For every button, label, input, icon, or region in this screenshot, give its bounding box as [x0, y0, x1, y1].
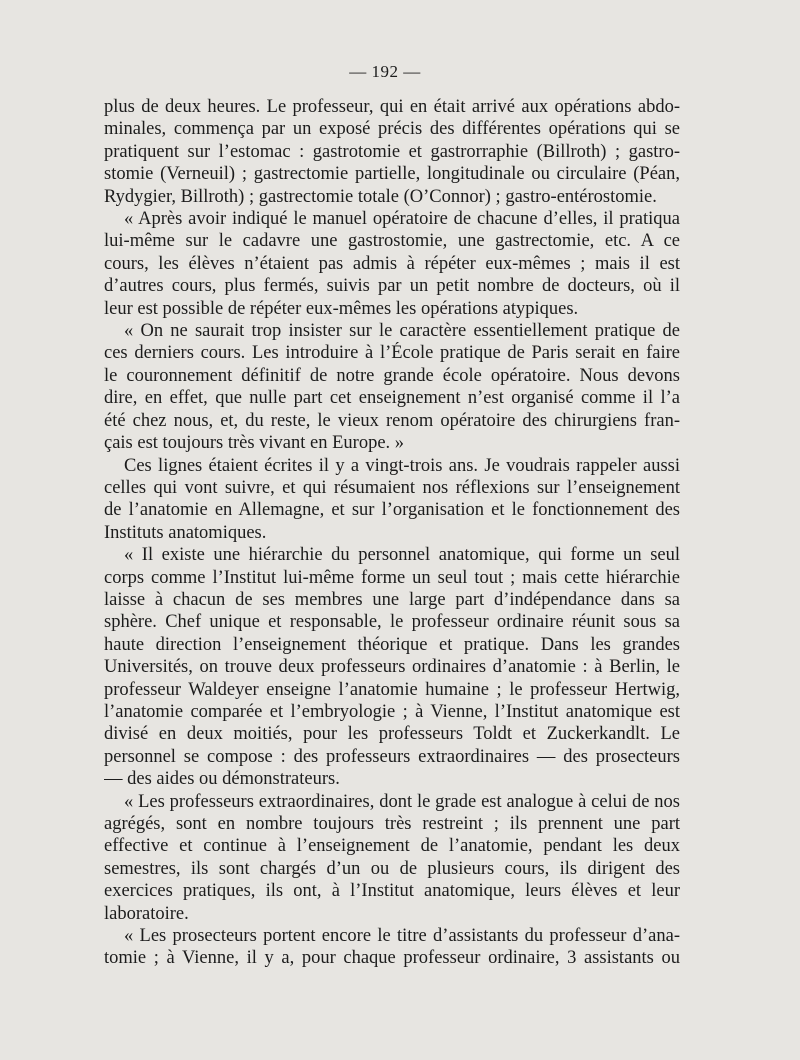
text-line: çais est toujours très vivant en Europe. » [104, 433, 405, 454]
text-line: pratiquent sur l’estomac : gastrotomie et gastrorraphie (Billroth) ; gastro- [104, 141, 680, 162]
text-line: celles qui vont suivre, et qui résumaient nos réflexions sur l’enseignement [104, 477, 680, 498]
text-line: « On ne saurait trop insister sur le caractère essentiellement pratique de [124, 321, 680, 342]
text-line: effective et continue à l’enseignement de l’anatomie, pendant les deux [104, 836, 680, 857]
page-number: — 192 — [349, 62, 421, 81]
text-line: d’autres cours, plus fermés, suivis par un petit nombre de docteurs, où il [104, 276, 680, 297]
paragraph-7 [104, 925, 680, 970]
paragraph-5 [104, 544, 680, 790]
text-line: haute direction l’enseignement théorique et pratique. Dans les grandes [104, 634, 680, 655]
text-line: « Les professeurs extraordinaires, dont le grade est analogue à celui de nos [124, 791, 680, 812]
text-line: Universités, on trouve deux professeurs ordinaires d’anatomie : à Berlin, le [104, 657, 680, 678]
text-line: « Les prosecteurs portent encore le titre d’assistants du professeur d’ana- [124, 926, 680, 947]
paragraph-1 [104, 96, 680, 208]
text-line: — des aides ou démonstrateurs. [104, 769, 340, 790]
text-line: laisse à chacun de ses membres une large part d’indépendance dans sa [104, 589, 680, 610]
body-text [104, 96, 680, 970]
text-line: cours, les élèves n’étaient pas admis à répéter eux-mêmes ; mais il est [104, 253, 680, 274]
paragraph-6 [104, 791, 680, 925]
text-line: été chez nous, et, du reste, le vieux renom opératoire des chirurgiens fran- [104, 410, 680, 431]
text-line: Ces lignes étaient écrites il y a vingt-trois ans. Je voudrais rappeler aussi [124, 455, 680, 476]
text-line: de l’anatomie en Allemagne, et sur l’organisation et le fonctionnement des [104, 500, 680, 521]
text-line: l’anatomie comparée et l’embryologie ; à Vienne, l’Institut anatomique est [104, 701, 680, 722]
text-line: ces derniers cours. Les introduire à l’École pratique de Paris serait en faire [104, 343, 680, 364]
paragraph-2 [104, 208, 680, 320]
text-line: professeur Waldeyer enseigne l’anatomie humaine ; le professeur Hertwig, [104, 679, 680, 700]
text-line: semestres, ils sont chargés d’un ou de plusieurs cours, ils dirigent des [104, 858, 680, 879]
text-line: stomie (Verneuil) ; gastrectomie partielle, longitudinale ou circulaire (Péan, [104, 164, 680, 185]
text-line: agrégés, sont en nombre toujours très restreint ; ils prennent une part [104, 814, 680, 834]
text-line: leur est possible de répéter eux-mêmes les opérations atypiques. [104, 298, 579, 319]
text-line: sphère. Chef unique et responsable, le professeur ordinaire réunit sous sa [104, 612, 680, 633]
paragraph-3 [104, 320, 680, 454]
paragraph-4 [104, 455, 680, 545]
text-line: minales, commença par un exposé précis des différentes opérations qui se [104, 119, 680, 140]
text-line: plus de deux heures. Le professeur, qui en était arrivé aux opérations abdo- [104, 97, 680, 117]
text-line: corps comme l’Institut lui-même forme un seul tout ; mais cette hiérarchie [104, 567, 680, 588]
text-line: exercices pratiques, ils ont, à l’Institut anatomique, leurs élèves et leur [104, 881, 680, 902]
text-line: tomie ; à Vienne, il y a, pour chaque professeur ordinaire, 3 assistants ou [104, 948, 680, 969]
text-line: laboratoire. [104, 903, 189, 924]
text-line: le couronnement définitif de notre grande école opératoire. Nous devons [104, 365, 680, 386]
text-line: dire, en effet, que nulle part cet enseignement n’est organisé comme il l’a [104, 388, 680, 409]
text-line: Rydygier, Billroth) ; gastrectomie totale (O’Connor) ; gastro-entérostomie. [104, 186, 657, 207]
text-line: divisé en deux moitiés, pour les professeurs Toldt et Zuckerkandlt. Le [104, 724, 680, 745]
text-line: lui-même sur le cadavre une gastrostomie, une gastrectomie, etc. A ce [104, 231, 680, 252]
text-line: « Après avoir indiqué le manuel opératoire de chacune d’elles, il pratiqua [124, 209, 680, 230]
text-line: « Il existe une hiérarchie du personnel anatomique, qui forme un seul [124, 545, 680, 566]
text-line: personnel se compose : des professeurs extraordinaires — des prosecteurs [104, 746, 680, 767]
text-line: Instituts anatomiques. [104, 522, 267, 543]
